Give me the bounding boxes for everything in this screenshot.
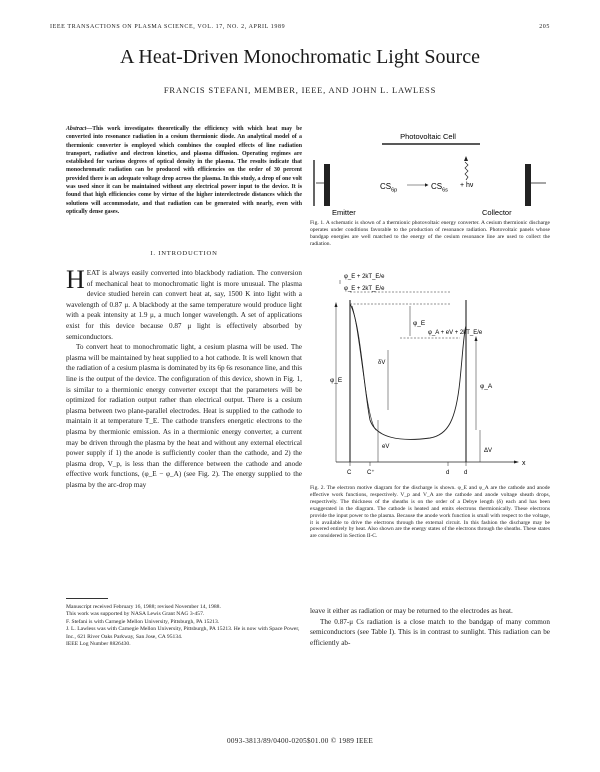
footnote-rule [66,598,108,599]
intro-paragraph-1 [66,265,302,342]
footnotes [66,604,302,648]
running-head [50,24,550,36]
fig2-label-va: φ_A + eV + 2kT_E/e [428,330,483,336]
footnote-lawless: J. L. Lawless was with Carnegie Mellon University, Pittsburgh, PA 15213. He is now with Space Power, Inc., 621 River Oaks Parkway, San Jose, CA 95134. [66,626,300,640]
intro-paragraph-2: To convert heat to monochromatic light, a cesium plasma will be used. The plasma will be maintained by heat supplied to a hot cathode. It is well known that the radiation of a cesium plasma is dominated by its 6p 6s resonance line, and this line is the output of the device. The configuration of this device, shown in Fig. 1, is similar to a thermionic energy converter except that the parameters will be optimized for radiation output rather than electrical output. There is a cesium plasma between two plane-parallel electrodes. Heat is supplied to the cathode to maintain it at temperature T_E. The cathode transfers energetic electrons to the plasma by thermionic emission. As in a thermionic energy converter, a current may be driven through the plasma by the heat and without any external electrical power supply if 1) the anode is sufficiently cooler than the cathode, and 2) the plasma drop, V_p, is less than the difference between the cathode and anode effective work functions, (φ_E − φ_A) (see Fig. 2). The energy supplied to the plasma by the arc-drop may [66,343,302,489]
paper-title: A Heat-Driven Monochromatic Light Source [120,46,480,68]
footnote-log: IEEE Log Number 8826430. [66,641,131,648]
fig2-motive-curve [350,304,466,439]
right-paragraph-1: leave it either as radiation or may be returned to the electrodes as heat. [310,607,513,615]
footnote-stefani: F. Stefani is with Carnegie Mellon University, Pittsburgh, PA 15213. [66,618,220,625]
fig2-label-phiE: φ_E [413,320,426,327]
drop-cap: H [66,265,85,294]
fig2-inner-curve [352,306,376,430]
fig1-collector-block [525,164,531,206]
footnote-received: Manuscript received February 16, 1988; revised November 14, 1988. [66,604,221,610]
fig2-x-axis-arrowhead [514,461,519,464]
figure-1 [310,128,550,218]
fig1-caption: Fig. 1. A schematic is shown of a thermionic photovoltaic energy converter. A cesium thermionic discharge operates under conditions favorable to the production of resonance radiation. Photovoltaic panels whose bandgap energies are well matched to the energy of the cesium resonance line are used to collect the radiation. [310,220,550,247]
intro-paragraph-1-text: EAT is always easily converted into blackbody radiation. The conversion of mechanical heat to monochromatic light is more unusual. The plasma device studied herein can convert heat at, say, 1500 K into light with a wavelength of 0.87 μ. A blackbody at the same temperature would produce light with a peak intensity at 1.9 μ, a much longer wavelength. A set of applications exist for this device because 0.87 μ light is effectively absorbed by semiconductors. [66,269,302,341]
figure-2 [330,270,545,482]
fig2-label-dv: ΔV [484,448,493,454]
fig1-photon-arrow-icon [464,156,468,161]
abstract-label: Abstract [66,126,87,132]
fig2-phiE-arrowhead-left [335,302,338,307]
right-paragraph-2: The 0.87-μ Cs radiation is a close match to the bandgap of many common semiconductors (see Table I). This is in contrast to sunlight. This radiation can be efficiently ab- [310,617,550,647]
fig2-tick-label-d1: d [446,470,450,476]
footnote-support: This work was supported by NASA Lewis Grant NAG 3-457. [66,611,205,618]
fig2-caption: Fig. 2. The electron motive diagram for the discharge is shown. φ_E and φ_A are the cathode and anode effective work functions, respectively. V_p and V_A are the cathode and anode voltage sheath drops, respectively. The thickness of the sheaths is on the order of a Debye length (δ) each and has been exaggerated in the diagram. The cathode is heated and emits electrons thermionically. These electrons provide the input power to the plasma. Because the anode work function is small with respect to the voltage, it is available to drive the electrons through the external circuit. In this fashion the discharge may be powered entirely by heat. Also shown are the energy states of the electrons through the sheaths. These states are considered in Section II-C. [310,485,550,540]
fig1-reaction-arrowhead [425,183,429,186]
fig1-photon: + hν [460,182,474,189]
fig2-tick-label-d2: d [464,470,468,476]
fig1-collector-label: Collector [482,208,512,217]
fig1-reaction-right: $CS_{6s}$ [431,182,448,194]
fig2-label-ev: eV [382,444,390,450]
fig2-tick-label-c2: C⁺ [367,470,375,476]
fig2-label-phiA: φ_A [480,383,493,390]
fig1-reaction-left: $CS_{6p}$ [380,182,398,194]
running-head-journal: IEEE TRANSACTIONS ON PLASMA SCIENCE, VOL. 17, NO. 2, APRIL 1989 [50,24,286,30]
right-column-body [310,606,550,648]
fig2-label-phiE-left: φ_E [330,377,343,384]
fig2-label-x: x [522,460,526,467]
fig1-emitter-label: Emitter [332,208,356,217]
fig2-label-top1: φ_E + 2kT_E/e [344,274,385,280]
fig2-phiA-arrowhead [475,336,478,341]
fig2-tick-label-c1: C [347,470,352,476]
abstract [66,125,302,216]
section-heading: I. INTRODUCTION [150,250,218,257]
fig1-photon-wave-icon [465,162,468,180]
abstract-text: —This work investigates theoretically the efficiency with which heat may be converted into resonance radiation in a cesium thermionic diode. An analytical model of a thermionic converter is employed which combines the coupled effects of line radiation transport, radiative and electron kinetics, and plasma diffusion. Operating regimes are established for various degrees of optical density in the plasma. The results indicate that monochromatic radiation can be produced with efficiencies on the order of 30 percent provided there is an adequate voltage drop across the plasma. In this study, a drop of one volt was used since it can be maintained without any electrical power input to the device. It is found that high efficiencies come by virtue of the higher interelectrode distances which the solutions will accommodate, and that radiation can be generated with nearly, even with optically dense gases. [66,126,302,215]
intro-body [66,265,302,490]
fig1-emitter-block [324,164,330,206]
fig2-label-top2: φ_E + 2kT_E/e [344,286,385,292]
fig2-label-dphi: δV [378,360,386,366]
page-number: 205 [539,24,550,30]
copyright-line: 0093-3813/89/0400-0205$01.00 © 1989 IEEE [226,737,374,745]
paper-authors: FRANCIS STEFANI, MEMBER, IEEE, AND JOHN L. LAWLESS [163,85,437,95]
fig1-photovoltaic-label: Photovoltaic Cell [400,132,456,141]
